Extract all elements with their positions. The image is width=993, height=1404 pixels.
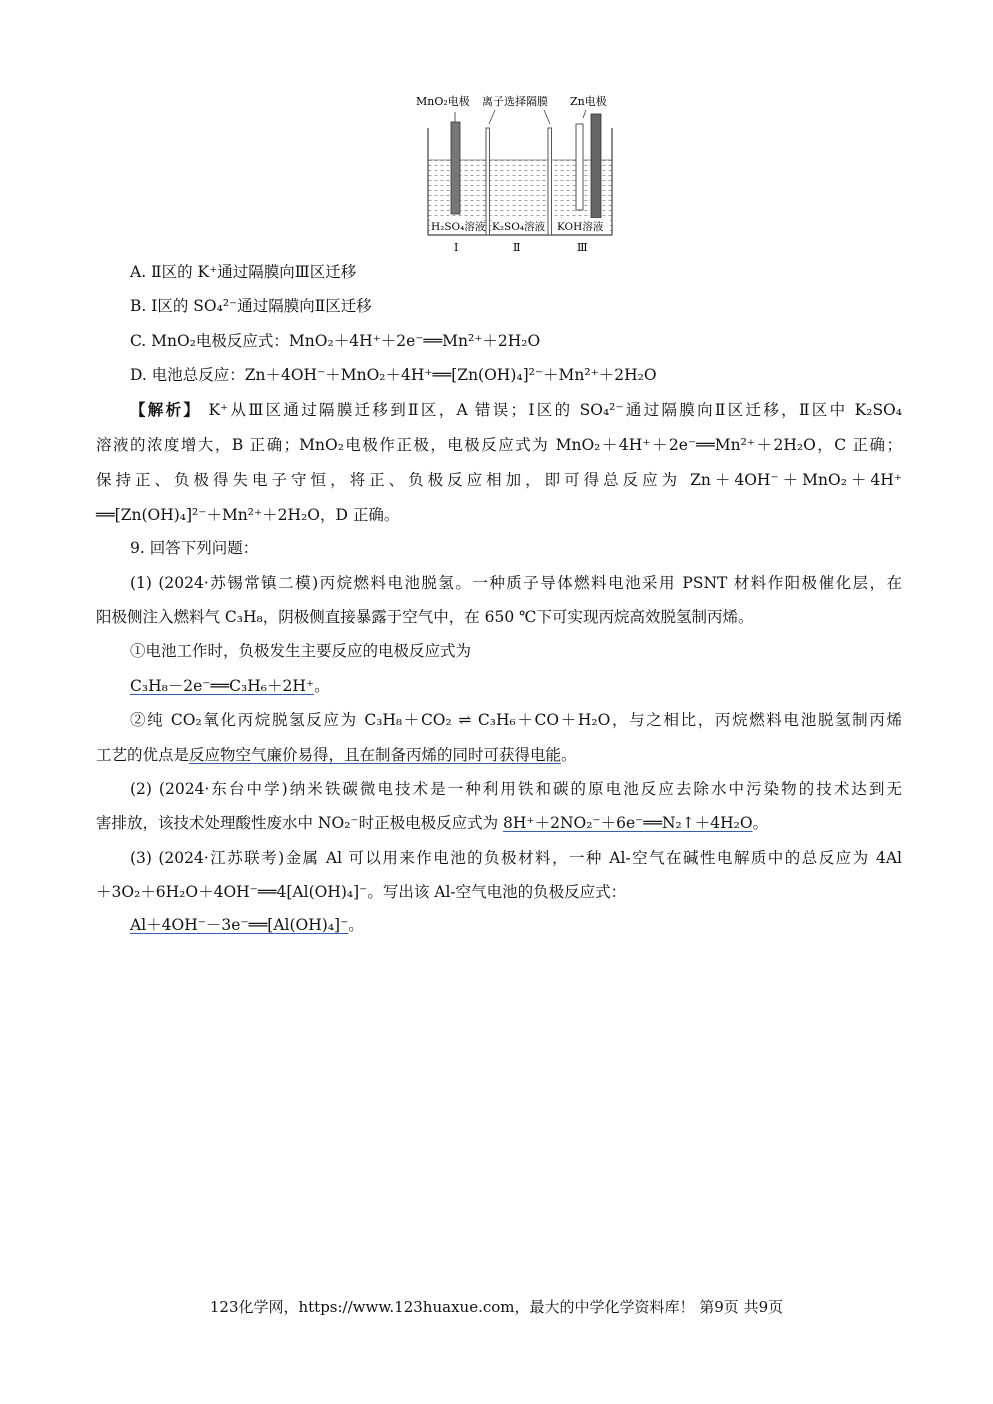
label-zn-electrode: Zn电极 <box>570 95 607 108</box>
analysis-line-2: 溶液的浓度增大，B 正确；MnO₂电极作正极，电极反应式为 MnO₂＋4H⁺＋2e⁻══Mn²⁺＋2H₂O，C 正确； <box>96 436 902 454</box>
membrane-left <box>486 128 490 235</box>
option-a: A. Ⅱ区的 K⁺通过隔膜向Ⅲ区迁移 <box>130 263 357 281</box>
answer-3: 8H⁺＋2NO₂⁻＋6e⁻══N₂↑＋4H₂O <box>503 814 753 832</box>
option-d: D. 电池总反应：Zn＋4OH⁻＋MnO₂＋4H⁺══[Zn(OH)₄]²⁻＋Mn²⁺＋2H₂O <box>130 366 657 384</box>
analysis-tag: 【解析】 <box>130 400 202 419</box>
label-k2so4-solution: K₂SO₄溶液 <box>492 221 546 233</box>
q9-part2-line2: 害排放，该技术处理酸性废水中 NO₂⁻时正极电极反应式为 8H⁺＋2NO₂⁻＋6e⁻══N₂↑＋4H₂O。 <box>96 814 769 832</box>
membrane-right <box>548 128 552 235</box>
answer-1: C₃H₈－2e⁻══C₃H₆＋2H⁺ <box>130 677 315 695</box>
analysis-line-3: 保持正、负极得失电子守恒，将正、负极反应相加，即可得总反应为 Zn＋4OH⁻＋MnO₂＋4H⁺ <box>96 471 902 489</box>
q9-part1-line1: (1) (2024·苏锡常镇二模)丙烷燃料电池脱氢。一种质子导体燃料电池采用 PSNT 材料作阳极催化层，在 <box>130 574 902 592</box>
q9-part1-sub2-line2: 工艺的优点是反应物空气廉价易得，且在制备丙烯的同时可获得电能。 <box>96 746 577 764</box>
label-koh-solution: KOH溶液 <box>557 221 604 233</box>
option-c: C. MnO₂电极反应式：MnO₂＋4H⁺＋2e⁻══Mn²⁺＋2H₂O <box>130 332 541 350</box>
page-footer: 123化学网，https://www.123huaxue.com，最大的中学化学资料库！ 第9页 共9页 <box>209 1298 784 1316</box>
q9-part3-answer-line: Al＋4OH⁻－3e⁻══[Al(OH)₄]⁻。 <box>130 916 364 934</box>
q9-part1-sub2-line1: ②纯 CO₂氧化丙烷脱氢反应为 C₃H₈＋CO₂ ⇌ C₃H₆＋CO＋H₂O，与之相比，丙烷燃料电池脱氢制丙烯 <box>130 711 902 729</box>
zone-label-1: Ⅰ <box>454 241 459 254</box>
zone-label-2: Ⅱ <box>513 241 521 254</box>
q9-part1-sub1: ①电池工作时，负极发生主要反应的电极反应式为 <box>130 642 472 660</box>
q9-part2-line1: (2) (2024·东台中学)纳米铁碳微电技术是一种利用铁和碳的原电池反应去除水中污染物的技术达到无 <box>130 780 902 798</box>
q9-part3-line2: ＋3O₂＋6H₂O＋4OH⁻══4[Al(OH)₄]⁻。写出该 Al-空气电池的负极反应式： <box>96 883 627 901</box>
label-mno2-electrode: MnO₂电极 <box>416 95 470 108</box>
zn-electrode <box>591 114 601 218</box>
zone-label-3: Ⅲ <box>577 241 588 254</box>
label-h2so4-solution: H₂SO₄溶液 <box>431 221 486 233</box>
label-membrane: 离子选择隔膜 <box>482 95 548 108</box>
cell-diagram <box>410 88 620 258</box>
mno2-electrode <box>451 122 460 214</box>
q9-part3-line1: (3) (2024·江苏联考)金属 Al 可以用来作电池的负极材料，一种 Al-空气在碱性电解质中的总反应为 4Al <box>130 849 902 867</box>
q9-part1-answer1-line: C₃H₈－2e⁻══C₃H₆＋2H⁺。 <box>130 677 330 695</box>
question-9-title: 9. 回答下列问题： <box>130 539 259 557</box>
analysis-line-4: ══[Zn(OH)₄]²⁻＋Mn²⁺＋2H₂O，D 正确。 <box>96 506 400 524</box>
q9-part1-line2: 阳极侧注入燃料气 C₃H₈，阴极侧直接暴露于空气中，在 650 ℃下可实现丙烷高效脱氢制丙烯。 <box>96 608 754 626</box>
analysis-line-1: 【解析】 K⁺从Ⅲ区通过隔膜迁移到Ⅱ区，A 错误；Ⅰ区的 SO₄²⁻通过隔膜向Ⅱ区迁移，Ⅱ区中 K₂SO₄ <box>130 400 902 419</box>
answer-2: 反应物空气廉价易得，且在制备丙烯的同时可获得电能 <box>189 746 562 764</box>
answer-4: Al＋4OH⁻－3e⁻══[Al(OH)₄]⁻ <box>130 916 349 934</box>
white-rod <box>576 124 583 210</box>
option-b: B. Ⅰ区的 SO₄²⁻通过隔膜向Ⅱ区迁移 <box>130 297 372 315</box>
